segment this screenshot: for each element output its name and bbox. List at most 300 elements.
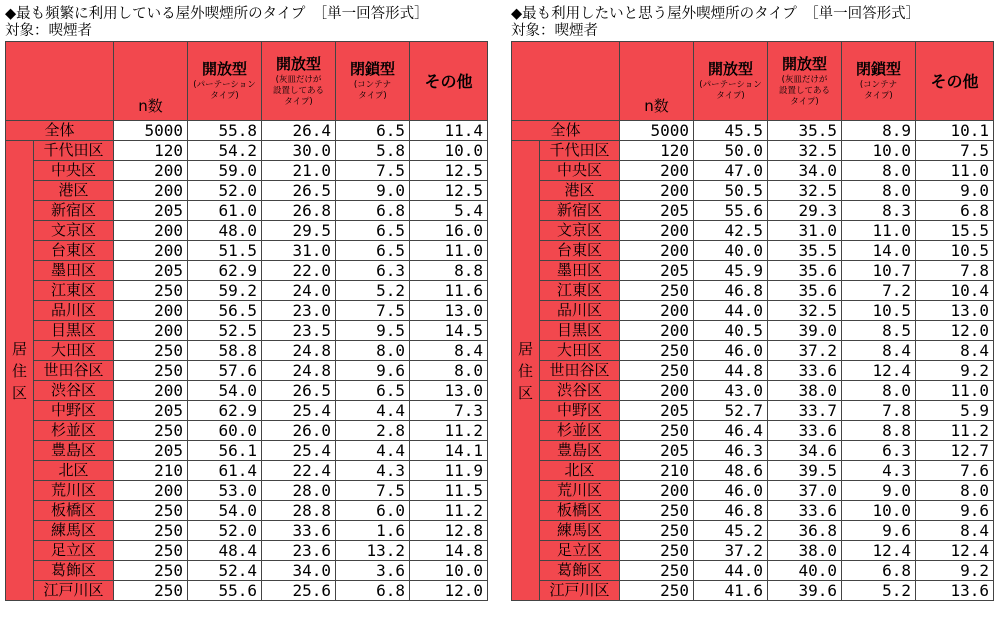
cell-v2: 40.0 — [768, 561, 842, 581]
cell-v3: 14.0 — [842, 241, 916, 261]
cell-v1: 44.0 — [694, 561, 768, 581]
ward-label: 江戸川区 — [34, 581, 114, 601]
header-main: 開放型 — [781, 54, 827, 73]
header-closed — [336, 42, 410, 121]
cell-n: 200 — [620, 481, 694, 501]
cell-v4: 5.4 — [410, 201, 488, 221]
cell-v2: 33.6 — [768, 421, 842, 441]
table-row — [512, 321, 994, 341]
cell-v1: 58.8 — [188, 341, 262, 361]
cell-v2: 26.5 — [262, 381, 336, 401]
ward-label: 港区 — [540, 181, 620, 201]
header-sub: (コンテナ タイプ) — [353, 80, 392, 101]
cell-v2: 39.5 — [768, 461, 842, 481]
cell-v4: 13.0 — [410, 301, 488, 321]
cell-v1: 50.5 — [694, 181, 768, 201]
table-row — [6, 341, 488, 361]
cell-v1: 46.0 — [694, 341, 768, 361]
table-row — [6, 541, 488, 561]
cell-n: 250 — [620, 421, 694, 441]
cell-n: 205 — [114, 441, 188, 461]
cell-v3: 7.5 — [336, 161, 410, 181]
cell-v2: 23.6 — [262, 541, 336, 561]
cell-v1: 54.0 — [188, 381, 262, 401]
group-label-residence-ward — [512, 141, 540, 601]
total-row — [6, 121, 488, 141]
header-sub: (コンテナ タイプ) — [859, 80, 898, 101]
cell-v2: 23.0 — [262, 301, 336, 321]
cell-v1: 42.5 — [694, 221, 768, 241]
table-row — [6, 141, 488, 161]
ward-label: 荒川区 — [540, 481, 620, 501]
ward-label: 中野区 — [540, 401, 620, 421]
cell-n: 200 — [620, 381, 694, 401]
cell-v2: 29.5 — [262, 221, 336, 241]
table-row — [512, 301, 994, 321]
results-table — [511, 41, 994, 601]
cell-v1: 46.8 — [694, 501, 768, 521]
cell-n: 250 — [114, 361, 188, 381]
cell-v2: 25.4 — [262, 441, 336, 461]
group-label-char: 住 — [517, 361, 533, 380]
cell-v3: 4.4 — [336, 441, 410, 461]
ward-label: 中央区 — [540, 161, 620, 181]
cell-n: 210 — [620, 461, 694, 481]
group-label-residence-ward — [6, 141, 34, 601]
cell-v1: 61.0 — [188, 201, 262, 221]
cell-v2: 31.0 — [768, 221, 842, 241]
cell-n: 250 — [620, 501, 694, 521]
table-row — [6, 401, 488, 421]
cell-v1: 44.8 — [694, 361, 768, 381]
cell-v2: 34.0 — [262, 561, 336, 581]
cell-v2: 33.7 — [768, 401, 842, 421]
cell-v2: 28.0 — [262, 481, 336, 501]
panel-most-wanted — [511, 6, 999, 601]
cell-v4: 9.2 — [916, 361, 994, 381]
cell-v4: 8.0 — [410, 361, 488, 381]
cell-n: 250 — [114, 521, 188, 541]
cell-v2: 22.4 — [262, 461, 336, 481]
cell-v4: 11.2 — [916, 421, 994, 441]
cell-v2: 29.3 — [768, 201, 842, 221]
cell-v3: 8.5 — [842, 321, 916, 341]
cell-v2: 22.0 — [262, 261, 336, 281]
total-row — [512, 121, 994, 141]
cell-v1: 59.0 — [188, 161, 262, 181]
table-row — [6, 521, 488, 541]
cell-v1: 54.2 — [188, 141, 262, 161]
cell-v1: 61.4 — [188, 461, 262, 481]
ward-label: 江東区 — [34, 281, 114, 301]
table-row — [512, 141, 994, 161]
cell-v4: 12.5 — [410, 161, 488, 181]
table-row — [6, 561, 488, 581]
table-row — [512, 561, 994, 581]
cell-v3: 5.2 — [336, 281, 410, 301]
table-row — [6, 261, 488, 281]
cell-v1: 52.0 — [188, 181, 262, 201]
cell-v2: 34.0 — [768, 161, 842, 181]
cell-v4: 7.8 — [916, 261, 994, 281]
ward-label: 千代田区 — [34, 141, 114, 161]
ward-label: 中野区 — [34, 401, 114, 421]
table-header-row — [6, 42, 488, 121]
cell-v2: 30.0 — [262, 141, 336, 161]
cell-v2: 32.5 — [768, 301, 842, 321]
table-row — [512, 361, 994, 381]
cell-v3: 6.8 — [336, 581, 410, 601]
cell-n: 250 — [114, 541, 188, 561]
cell-v4: 11.2 — [410, 421, 488, 441]
header-n: n数 — [620, 42, 694, 121]
cell-n: 200 — [620, 221, 694, 241]
cell-v2: 35.5 — [768, 241, 842, 261]
cell-v4: 10.0 — [410, 561, 488, 581]
cell-v1: 55.6 — [188, 581, 262, 601]
cell-v4: 15.5 — [916, 221, 994, 241]
cell-v1: 46.4 — [694, 421, 768, 441]
cell-v1: 56.1 — [188, 441, 262, 461]
table-row — [512, 381, 994, 401]
cell-v2: 26.0 — [262, 421, 336, 441]
cell-v4: 8.8 — [410, 261, 488, 281]
cell-v4: 10.0 — [410, 141, 488, 161]
cell-v3: 6.5 — [336, 221, 410, 241]
ward-label: 北区 — [34, 461, 114, 481]
cell-n: 200 — [620, 241, 694, 261]
ward-label: 江戸川区 — [540, 581, 620, 601]
cell-v3: 9.0 — [842, 481, 916, 501]
cell-v1: 46.3 — [694, 441, 768, 461]
cell-v1: 46.8 — [694, 281, 768, 301]
cell-v3: 7.5 — [336, 481, 410, 501]
cell-v4: 14.5 — [410, 321, 488, 341]
ward-label: 渋谷区 — [34, 381, 114, 401]
group-label-char: 居 — [11, 339, 27, 358]
ward-label: 目黒区 — [34, 321, 114, 341]
cell-v1: 52.7 — [694, 401, 768, 421]
cell-n: 200 — [114, 161, 188, 181]
ward-label: 港区 — [34, 181, 114, 201]
cell-v2: 25.6 — [262, 581, 336, 601]
cell-v2: 39.0 — [768, 321, 842, 341]
cell-v4: 9.6 — [916, 501, 994, 521]
header-other: その他 — [916, 42, 994, 121]
cell-v4: 9.0 — [916, 181, 994, 201]
cell-n: 200 — [620, 321, 694, 341]
cell-v3: 3.6 — [336, 561, 410, 581]
cell-v1: 41.6 — [694, 581, 768, 601]
total-value-n: 5000 — [620, 121, 694, 141]
cell-n: 200 — [114, 181, 188, 201]
cell-v3: 8.0 — [842, 181, 916, 201]
ward-label: 品川区 — [34, 301, 114, 321]
total-value-v1: 45.5 — [694, 121, 768, 141]
table-row — [6, 501, 488, 521]
panel-most-frequent — [5, 6, 493, 601]
cell-v4: 12.8 — [410, 521, 488, 541]
ward-label: 新宿区 — [34, 201, 114, 221]
table-row — [512, 541, 994, 561]
panel-subtitle: 対象：喫煙者 — [511, 23, 598, 39]
header-corner — [512, 42, 620, 121]
cell-n: 205 — [114, 401, 188, 421]
ward-label: 杉並区 — [540, 421, 620, 441]
header-open-partition — [694, 42, 768, 121]
cell-n: 200 — [114, 241, 188, 261]
cell-v2: 35.6 — [768, 261, 842, 281]
cell-n: 205 — [620, 261, 694, 281]
cell-n: 250 — [620, 541, 694, 561]
cell-v3: 10.5 — [842, 301, 916, 321]
total-value-v3: 6.5 — [336, 121, 410, 141]
ward-label: 北区 — [540, 461, 620, 481]
table-row — [512, 421, 994, 441]
cell-v3: 9.6 — [336, 361, 410, 381]
cell-v4: 11.0 — [916, 161, 994, 181]
cell-v4: 12.0 — [410, 581, 488, 601]
total-value-n: 5000 — [114, 121, 188, 141]
ward-label: 世田谷区 — [34, 361, 114, 381]
cell-v3: 6.5 — [336, 381, 410, 401]
cell-v1: 45.2 — [694, 521, 768, 541]
cell-n: 250 — [620, 341, 694, 361]
ward-label: 渋谷区 — [540, 381, 620, 401]
cell-v4: 12.7 — [916, 441, 994, 461]
cell-v1: 48.0 — [188, 221, 262, 241]
cell-v3: 1.6 — [336, 521, 410, 541]
total-value-v4: 11.4 — [410, 121, 488, 141]
ward-label: 目黒区 — [540, 321, 620, 341]
total-label: 全体 — [512, 121, 620, 141]
cell-v2: 31.0 — [262, 241, 336, 261]
group-label-char: 居 — [517, 339, 533, 358]
cell-v3: 13.2 — [336, 541, 410, 561]
cell-v3: 7.2 — [842, 281, 916, 301]
ward-label: 世田谷区 — [540, 361, 620, 381]
cell-n: 120 — [114, 141, 188, 161]
cell-v1: 52.4 — [188, 561, 262, 581]
cell-v2: 26.8 — [262, 201, 336, 221]
cell-v2: 39.6 — [768, 581, 842, 601]
header-sub: (灰皿だけが 設置してある タイプ) — [778, 74, 830, 107]
ward-label: 江東区 — [540, 281, 620, 301]
table-row — [512, 581, 994, 601]
table-row — [6, 281, 488, 301]
ward-label: 文京区 — [540, 221, 620, 241]
cell-v2: 28.8 — [262, 501, 336, 521]
panel-subtitle: 対象：喫煙者 — [5, 23, 92, 39]
cell-n: 250 — [620, 521, 694, 541]
cell-v3: 4.3 — [336, 461, 410, 481]
cell-v1: 46.0 — [694, 481, 768, 501]
cell-v4: 11.9 — [410, 461, 488, 481]
cell-n: 200 — [114, 301, 188, 321]
cell-v3: 12.4 — [842, 361, 916, 381]
header-main: 閉鎖型 — [349, 60, 395, 78]
cell-v4: 10.4 — [916, 281, 994, 301]
cell-v3: 6.0 — [336, 501, 410, 521]
header-sub: (パーテーション タイプ) — [193, 80, 256, 101]
cell-n: 205 — [620, 441, 694, 461]
cell-v3: 6.8 — [336, 201, 410, 221]
cell-v1: 47.0 — [694, 161, 768, 181]
cell-v4: 10.5 — [916, 241, 994, 261]
table-row — [512, 341, 994, 361]
header-sub: (灰皿だけが 設置してある タイプ) — [272, 74, 324, 107]
cell-v3: 8.8 — [842, 421, 916, 441]
cell-v1: 56.5 — [188, 301, 262, 321]
cell-v3: 4.3 — [842, 461, 916, 481]
cell-v3: 10.7 — [842, 261, 916, 281]
ward-label: 荒川区 — [34, 481, 114, 501]
table-row — [512, 221, 994, 241]
panel-title: ◆最も頻繁に利用している屋外喫煙所のタイプ ［単一回答形式］ — [5, 6, 429, 22]
cell-v4: 8.0 — [916, 481, 994, 501]
total-value-v2: 35.5 — [768, 121, 842, 141]
cell-v1: 40.0 — [694, 241, 768, 261]
cell-n: 250 — [620, 581, 694, 601]
table-row — [512, 241, 994, 261]
panel-title: ◆最も利用したいと思う屋外喫煙所のタイプ ［単一回答形式］ — [511, 6, 921, 22]
header-corner — [6, 42, 114, 121]
cell-v4: 7.3 — [410, 401, 488, 421]
table-row — [6, 321, 488, 341]
header-main: 閉鎖型 — [855, 60, 901, 78]
ward-label: 墨田区 — [34, 261, 114, 281]
cell-v3: 10.0 — [842, 141, 916, 161]
header-open-partition — [188, 42, 262, 121]
table-row — [6, 201, 488, 221]
cell-v2: 36.8 — [768, 521, 842, 541]
cell-n: 200 — [620, 301, 694, 321]
cell-v4: 8.4 — [410, 341, 488, 361]
cell-v2: 33.6 — [768, 501, 842, 521]
ward-label: 葛飾区 — [34, 561, 114, 581]
cell-v2: 33.6 — [262, 521, 336, 541]
cell-v1: 62.9 — [188, 261, 262, 281]
table-row — [6, 481, 488, 501]
table-row — [6, 361, 488, 381]
total-value-v4: 10.1 — [916, 121, 994, 141]
cell-n: 200 — [114, 221, 188, 241]
cell-v2: 38.0 — [768, 381, 842, 401]
table-row — [6, 301, 488, 321]
table-row — [512, 281, 994, 301]
cell-v4: 9.2 — [916, 561, 994, 581]
cell-n: 250 — [620, 561, 694, 581]
cell-v1: 45.9 — [694, 261, 768, 281]
cell-v4: 12.0 — [916, 321, 994, 341]
ward-label: 板橋区 — [540, 501, 620, 521]
results-table — [5, 41, 488, 601]
cell-n: 200 — [114, 481, 188, 501]
ward-label: 文京区 — [34, 221, 114, 241]
ward-label: 台東区 — [34, 241, 114, 261]
cell-n: 205 — [114, 201, 188, 221]
cell-v2: 33.6 — [768, 361, 842, 381]
cell-v3: 7.5 — [336, 301, 410, 321]
ward-label: 大田区 — [540, 341, 620, 361]
header-closed — [842, 42, 916, 121]
cell-v1: 57.6 — [188, 361, 262, 381]
cell-v4: 12.4 — [916, 541, 994, 561]
cell-v1: 59.2 — [188, 281, 262, 301]
cell-v1: 55.6 — [694, 201, 768, 221]
header-open-ashtray — [262, 42, 336, 121]
cell-n: 250 — [114, 281, 188, 301]
cell-v3: 8.0 — [842, 381, 916, 401]
cell-v1: 53.0 — [188, 481, 262, 501]
cell-v2: 35.6 — [768, 281, 842, 301]
ward-label: 大田区 — [34, 341, 114, 361]
table-row — [512, 521, 994, 541]
cell-v4: 11.2 — [410, 501, 488, 521]
table-row — [512, 501, 994, 521]
ward-label: 練馬区 — [540, 521, 620, 541]
cell-v1: 48.4 — [188, 541, 262, 561]
cell-v4: 5.9 — [916, 401, 994, 421]
cell-v4: 13.0 — [916, 301, 994, 321]
header-main: 開放型 — [201, 60, 247, 78]
table-row — [512, 441, 994, 461]
cell-n: 205 — [620, 401, 694, 421]
cell-v2: 32.5 — [768, 181, 842, 201]
group-label-char: 区 — [11, 383, 27, 402]
table-row — [6, 221, 488, 241]
cell-n: 205 — [114, 261, 188, 281]
cell-v1: 37.2 — [694, 541, 768, 561]
cell-v2: 37.2 — [768, 341, 842, 361]
cell-v2: 23.5 — [262, 321, 336, 341]
ward-label: 足立区 — [540, 541, 620, 561]
ward-label: 足立区 — [34, 541, 114, 561]
cell-v1: 54.0 — [188, 501, 262, 521]
cell-v3: 2.8 — [336, 421, 410, 441]
cell-v3: 10.0 — [842, 501, 916, 521]
cell-v1: 40.5 — [694, 321, 768, 341]
table-row — [6, 241, 488, 261]
ward-label: 板橋区 — [34, 501, 114, 521]
cell-v3: 6.3 — [336, 261, 410, 281]
cell-v3: 6.3 — [842, 441, 916, 461]
cell-v3: 7.8 — [842, 401, 916, 421]
cell-n: 250 — [620, 361, 694, 381]
cell-v1: 44.0 — [694, 301, 768, 321]
cell-v2: 21.0 — [262, 161, 336, 181]
cell-v1: 52.0 — [188, 521, 262, 541]
table-row — [512, 201, 994, 221]
ward-label: 豊島区 — [34, 441, 114, 461]
ward-label: 豊島区 — [540, 441, 620, 461]
cell-v1: 52.5 — [188, 321, 262, 341]
ward-label: 練馬区 — [34, 521, 114, 541]
cell-v3: 8.4 — [842, 341, 916, 361]
cell-v4: 8.4 — [916, 521, 994, 541]
cell-v4: 11.0 — [916, 381, 994, 401]
cell-v4: 12.5 — [410, 181, 488, 201]
total-value-v3: 8.9 — [842, 121, 916, 141]
cell-v4: 6.8 — [916, 201, 994, 221]
cell-v4: 13.6 — [916, 581, 994, 601]
cell-v4: 7.6 — [916, 461, 994, 481]
cell-n: 205 — [620, 201, 694, 221]
cell-n: 250 — [114, 421, 188, 441]
cell-n: 200 — [114, 381, 188, 401]
cell-v1: 50.0 — [694, 141, 768, 161]
cell-v3: 4.4 — [336, 401, 410, 421]
